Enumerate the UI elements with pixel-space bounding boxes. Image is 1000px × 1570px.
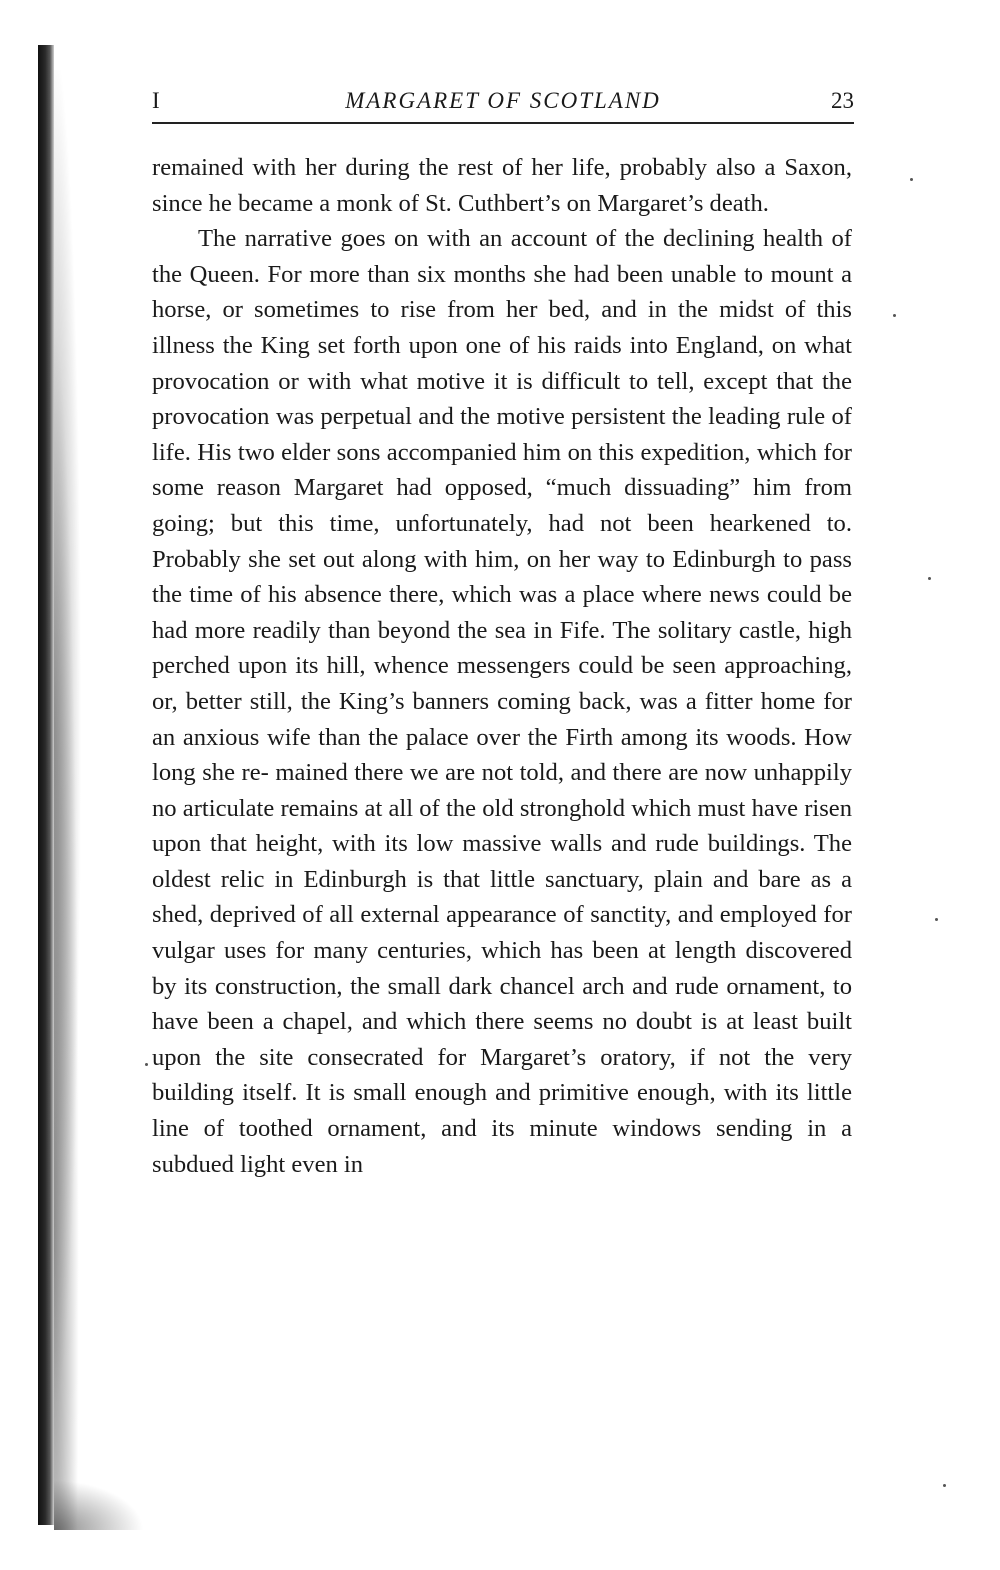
paper-speck [910,178,913,181]
paper-speck [943,1484,946,1487]
paper-speck [928,577,931,580]
page-number: 23 [831,88,854,113]
book-spine-shadow [38,45,54,1525]
page-body [152,150,852,1182]
paper-speck [145,1063,148,1066]
paragraph-declining-health: The narrative goes on with an account of the declining health of the Queen. For more than six months she had been unable to mount a horse, or sometimes to rise from her bed, and in the midst of this illness the King set forth upon one of his raids into England, on what provocation or with what motive it is difficult to tell, except that the provocation was perpetual and the motive persistent the leading rule of life. His two elder sons accompanied him on this expedition, which for some reason Margaret had opposed, “much dissuading” him from going; but this time, unfortunately, had not been hearkened to. Probably she set out along with him, on her way to Edinburgh to pass the time of his absence there, which was a place where news could be had more readily than beyond the sea in Fife. The solitary castle, high perched upon its hill, whence messengers could be seen approaching, or, better still, the King’s banners coming back, was a fitter home for an anxious wife than the palace over the Firth among its woods. How long she re- mained there we are not told, and there are now unhappily no articulate remains at all of the old stronghold which must have risen upon that height, with its low massive walls and rude buildings. The oldest relic in Edinburgh is that little sanctuary, plain and bare as a shed, deprived of all external appearance of sanctity, and employed for vulgar uses for many centuries, which has been at length discovered by its construction, the small dark chancel arch and rude ornament, to have been a chapel, and which there seems no doubt is at least built upon the site consecrated for Margaret’s oratory, if not the very building itself. It is small enough and primitive enough, with its little line of toothed ornament, and its minute windows sending in a subdued light even in [152,225,852,1178]
book-gutter-shadow [54,70,86,1530]
paper-speck [893,314,896,317]
paper-speck [935,918,938,921]
book-corner-shadow [54,1480,144,1530]
paragraph-continued: remained with her during the rest of her life, probably also a Saxon, since he became a monk of St. Cuthbert’s on Margaret’s death. [152,154,852,217]
chapter-number: I [152,88,160,113]
running-header [152,86,854,124]
running-title: MARGARET OF SCOTLAND [345,88,661,113]
